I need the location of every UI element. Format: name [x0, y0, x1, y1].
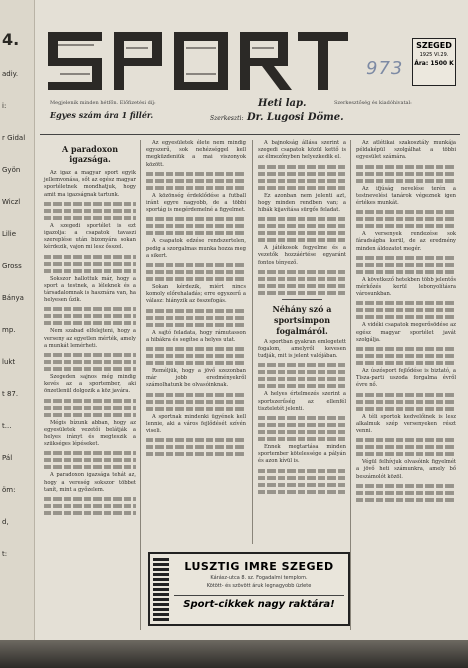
article-paragraph: Sokszor hallottuk már, hogy a sport a testnek, a léleknek és a társadalomnak is hasznára van, ha helyesen űzik.	[44, 275, 136, 304]
illegible-text-line	[44, 209, 136, 213]
illegible-text-line	[356, 484, 456, 488]
editor-line	[210, 112, 344, 123]
article-separator	[282, 299, 322, 300]
illegible-text-line	[146, 231, 246, 235]
illegible-text-line	[146, 452, 246, 456]
illegible-text-line	[44, 262, 136, 266]
illegible-text-line	[44, 353, 136, 357]
publication-info: Megjelenik minden hétfőn. Előfizetési díj:	[50, 100, 156, 106]
illegible-text-line	[146, 354, 246, 358]
article-paragraph: Mégis bízunk abban, hogy az egyesületek vezetői belátják a helyes irányt és megteszik a szükséges lépéseket.	[44, 419, 136, 448]
illegible-text-line	[44, 504, 136, 508]
illegible-text-line	[356, 445, 456, 449]
illegible-text-line	[258, 490, 346, 494]
illegible-text-line	[44, 399, 136, 403]
illegible-text-line	[146, 407, 246, 411]
illegible-text-line	[146, 316, 246, 320]
article-paragraph: Nem szabad elfelejteni, hogy a verseny az egyetlen mérték, amely a munkát lemérheti.	[44, 328, 136, 349]
illegible-text-line	[356, 308, 456, 312]
article-paragraph: Reméljük, hogy a jövő szezonban már jobb eredményekről számolhatunk be olvasóinknak.	[146, 368, 246, 389]
ad-description: Kötött- és szövött áruk legnagyobb üzlete	[206, 583, 312, 589]
illegible-text-line	[44, 367, 136, 371]
article-paragraph: A sportnak mindenki ügyének kell lennie, aki a város fejlődését szívén viseli.	[146, 413, 246, 435]
masthead	[40, 20, 460, 100]
article-paragraph: Az úszósport fejlődése is biztató, a Tisza-parti uszoda forgalma évről évre nő.	[356, 368, 456, 389]
article-paragraph: Ez azonban nem jelenti azt, hogy minden rendben van; a hibák kijavítása sürgős feladat.	[258, 192, 346, 214]
illegible-text-line	[356, 210, 456, 214]
illegible-text-line	[146, 217, 246, 221]
illegible-text-line	[146, 172, 246, 176]
illegible-text-line	[258, 377, 346, 381]
margin-fragment: t:	[2, 550, 8, 558]
illegible-text-line	[258, 270, 346, 274]
illegible-text-line	[146, 323, 246, 327]
illegible-text-line	[146, 263, 246, 267]
illegible-text-line	[146, 186, 246, 190]
illegible-text-line	[44, 406, 136, 410]
illegible-text-line	[44, 451, 136, 455]
article-paragraph: A téli sportok kedvelőinek is lesz alkalmuk szép versenyeken részt venni.	[356, 413, 456, 435]
illegible-text-line	[356, 354, 456, 358]
illegible-text-line	[258, 384, 346, 388]
ad-title: LUSZTIG IMRE SZEGED	[184, 560, 334, 573]
illegible-text-line	[258, 284, 346, 288]
article-paragraph: A vidéki csapatok megerősödése az egész magyar sportélet javát szolgálja.	[356, 322, 456, 343]
ad-decoration	[153, 557, 169, 621]
illegible-text-line	[146, 400, 246, 404]
illegible-text-line	[258, 370, 346, 374]
margin-fragment: t 87.	[2, 390, 19, 398]
column-2	[146, 140, 246, 540]
illegible-text-line	[44, 360, 136, 364]
illegible-text-line	[356, 224, 456, 228]
column-1	[44, 140, 136, 630]
sport-logo	[48, 28, 348, 96]
illegible-text-line	[356, 256, 456, 260]
margin-fragment: Bánya	[2, 294, 24, 302]
illegible-text-line	[356, 438, 456, 442]
margin-issue-number: 4.	[2, 30, 20, 49]
column-4	[356, 140, 456, 630]
illegible-text-line	[356, 172, 456, 176]
illegible-text-line	[356, 217, 456, 221]
column-rule	[252, 140, 253, 544]
article-paragraph: A szegedi sportélet is ezt igazolja: a csapatok tavaszi szereplése után bizonyára sokan kérdezik, vajon mi lesz ősszel.	[44, 222, 136, 251]
margin-fragment: t...	[2, 422, 12, 430]
article-paragraph: A közönség érdeklődése a futball iránt egyre nagyobb, de a többi sportág is megérdemelné a figyelmet.	[146, 192, 246, 214]
previous-page-margin	[0, 0, 35, 640]
article-paragraph: A helyes értelmezés szerint a sportszerűség az ellenfél tiszteletét jelenti.	[258, 391, 346, 412]
illegible-text-line	[356, 491, 456, 495]
illegible-text-line	[258, 291, 346, 295]
illegible-text-line	[258, 238, 346, 242]
article-paragraph: Az atlétikai szakosztály munkája példaképül szolgálhat a többi egyesület számára.	[356, 140, 456, 161]
margin-fragment: Gyön	[2, 166, 21, 174]
margin-fragment: adiy.	[2, 70, 19, 78]
illegible-text-line	[44, 216, 136, 220]
article-title-2: Néhány szó a sportsimpon fogalmáról.	[272, 303, 332, 336]
issue-date: 1925 VI.29.	[419, 52, 449, 58]
margin-fragment: Lilie	[2, 230, 17, 238]
illegible-text-line	[44, 465, 136, 469]
article-paragraph: Az egyesületek élete nem mindig egyszerű, sok nehézséggel kell megküzdeniük a mai viszonyok között.	[146, 140, 246, 168]
article-paragraph: A csapatok edzése rendszertelen, pedig a szorgalmas munka hozza meg a sikert.	[146, 238, 246, 259]
article-paragraph: A játékosok fegyelme és a vezetők hozzáértése egyaránt fontos tényező.	[258, 245, 346, 266]
illegible-text-line	[258, 363, 346, 367]
editor-label: Szerkeszti:	[210, 115, 244, 122]
margin-fragment: Wiczl	[2, 198, 21, 206]
illegible-text-line	[258, 476, 346, 480]
illegible-text-line	[146, 270, 246, 274]
article-title: A paradoxon igazsága.	[61, 144, 119, 164]
illegible-text-line	[356, 179, 456, 183]
illegible-text-line	[146, 224, 246, 228]
illegible-text-line	[356, 165, 456, 169]
single-copy-price: Egyes szám ára 1 fillér.	[50, 110, 154, 120]
illegible-text-line	[258, 483, 346, 487]
illegible-text-line	[44, 413, 136, 417]
issue-city: SZEGED	[416, 41, 452, 50]
illegible-text-line	[356, 301, 456, 305]
issue-price: Ára: 1500 K	[414, 60, 454, 67]
illegible-text-line	[356, 263, 456, 267]
advertisement	[148, 552, 350, 626]
illegible-text-line	[258, 179, 346, 183]
illegible-text-line	[356, 361, 456, 365]
illegible-text-line	[258, 277, 346, 281]
illegible-text-line	[44, 202, 136, 206]
illegible-text-line	[258, 469, 346, 473]
margin-fragment: r Gidal	[2, 134, 26, 142]
subheader	[40, 96, 460, 135]
illegible-text-line	[44, 314, 136, 318]
illegible-text-line	[258, 423, 346, 427]
editor-name: Dr. Lugosi Döme.	[246, 112, 344, 123]
margin-fragment: i:	[2, 102, 7, 110]
office-address: Szerkesztőség és kiadóhivatal:	[334, 100, 412, 106]
illegible-text-line	[146, 393, 246, 397]
illegible-text-line	[356, 315, 456, 319]
handwritten-note: 973	[366, 58, 404, 79]
illegible-text-line	[258, 186, 346, 190]
illegible-text-line	[146, 277, 246, 281]
column-rule	[140, 140, 141, 630]
column-3	[258, 140, 346, 540]
article-paragraph: Ennek megtartása minden sportember kötelessége a pályán és azon kívül is.	[258, 444, 346, 465]
illegible-text-line	[258, 224, 346, 228]
illegible-text-line	[356, 498, 456, 502]
illegible-text-line	[44, 255, 136, 259]
illegible-text-line	[146, 361, 246, 365]
article-paragraph: A következő hetekben több jelentős mérkőzés kerül lebonyolításra városunkban.	[356, 276, 456, 298]
article-paragraph: Az ifjúság nevelése terén a testnevelési tanárok végeznek igen értékes munkát.	[356, 185, 456, 207]
scan-bottom-edge	[0, 640, 468, 668]
article-paragraph: A versenyek rendezése sok fáradságba kerül, de az eredmény minden áldozatot megér.	[356, 231, 456, 252]
illegible-text-line	[356, 452, 456, 456]
illegible-text-line	[356, 400, 456, 404]
article-paragraph: Sokan kérdezik, miért nincs komoly előrehaladás; erre egyszerű a válasz: hiányzik az összefogás.	[146, 284, 246, 305]
article-paragraph: A sportban gyakran emlegetett fogalom, amelyről kevesen tudják, mit is jelent valójában.	[258, 338, 346, 360]
illegible-text-line	[44, 497, 136, 501]
illegible-text-line	[356, 347, 456, 351]
illegible-text-line	[258, 172, 346, 176]
illegible-text-line	[356, 393, 456, 397]
illegible-text-line	[258, 430, 346, 434]
margin-fragment: lukt	[2, 358, 16, 366]
article-paragraph: Szegeden sajnos még mindig kevés az a sportember, aki önzetlenül dolgozik a köz javára.	[44, 374, 136, 395]
margin-fragment: öm:	[2, 486, 16, 494]
illegible-text-line	[258, 217, 346, 221]
illegible-text-line	[146, 438, 246, 442]
margin-fragment: Gross	[2, 262, 22, 270]
illegible-text-line	[44, 321, 136, 325]
logo-text: SPORT	[198, 94, 202, 95]
margin-fragment: d,	[2, 518, 9, 526]
article-paragraph: A bajnokság állása szerint a szegedi csapatok közül kettő is az élmezőnyben helyezkedik el.	[258, 140, 346, 161]
illegible-text-line	[146, 179, 246, 183]
column-rule	[350, 140, 351, 630]
margin-fragment: Pál	[2, 454, 13, 462]
illegible-text-line	[146, 445, 246, 449]
illegible-text-line	[258, 437, 346, 441]
illegible-text-line	[356, 270, 456, 274]
margin-fragment: mp.	[2, 326, 16, 334]
article-paragraph: Végül felhívjuk olvasóink figyelmét a jövő heti számunkra, amely bő beszámolót közöl.	[356, 459, 456, 480]
illegible-text-line	[258, 231, 346, 235]
ad-address: Kárász-utca 8. sz. Fogadalmi templom.	[210, 575, 308, 581]
article-paragraph: A paradoxon igazsága tehát az, hogy a vereség sokszor többet tanít, mint a győzelem.	[44, 472, 136, 493]
illegible-text-line	[44, 511, 136, 515]
illegible-text-line	[356, 407, 456, 411]
article-paragraph: Az igaz a magyar sport egyik jellemvonása, sőt az egész magyar sportéletnek mondhatjuk, hogy amit ma igazságnak tartunk.	[44, 170, 136, 198]
illegible-text-line	[44, 307, 136, 311]
article-paragraph: A sajtó feladata, hogy rámutasson a hibákra és segítse a helyes utat.	[146, 329, 246, 343]
issue-box	[412, 38, 456, 86]
ad-slogan: Sport-cikkek nagy raktára!	[174, 595, 344, 610]
weekly-label: Heti lap.	[258, 98, 307, 109]
illegible-text-line	[258, 416, 346, 420]
illegible-text-line	[44, 269, 136, 273]
illegible-text-line	[44, 458, 136, 462]
illegible-text-line	[146, 347, 246, 351]
illegible-text-line	[258, 165, 346, 169]
illegible-text-line	[146, 309, 246, 313]
